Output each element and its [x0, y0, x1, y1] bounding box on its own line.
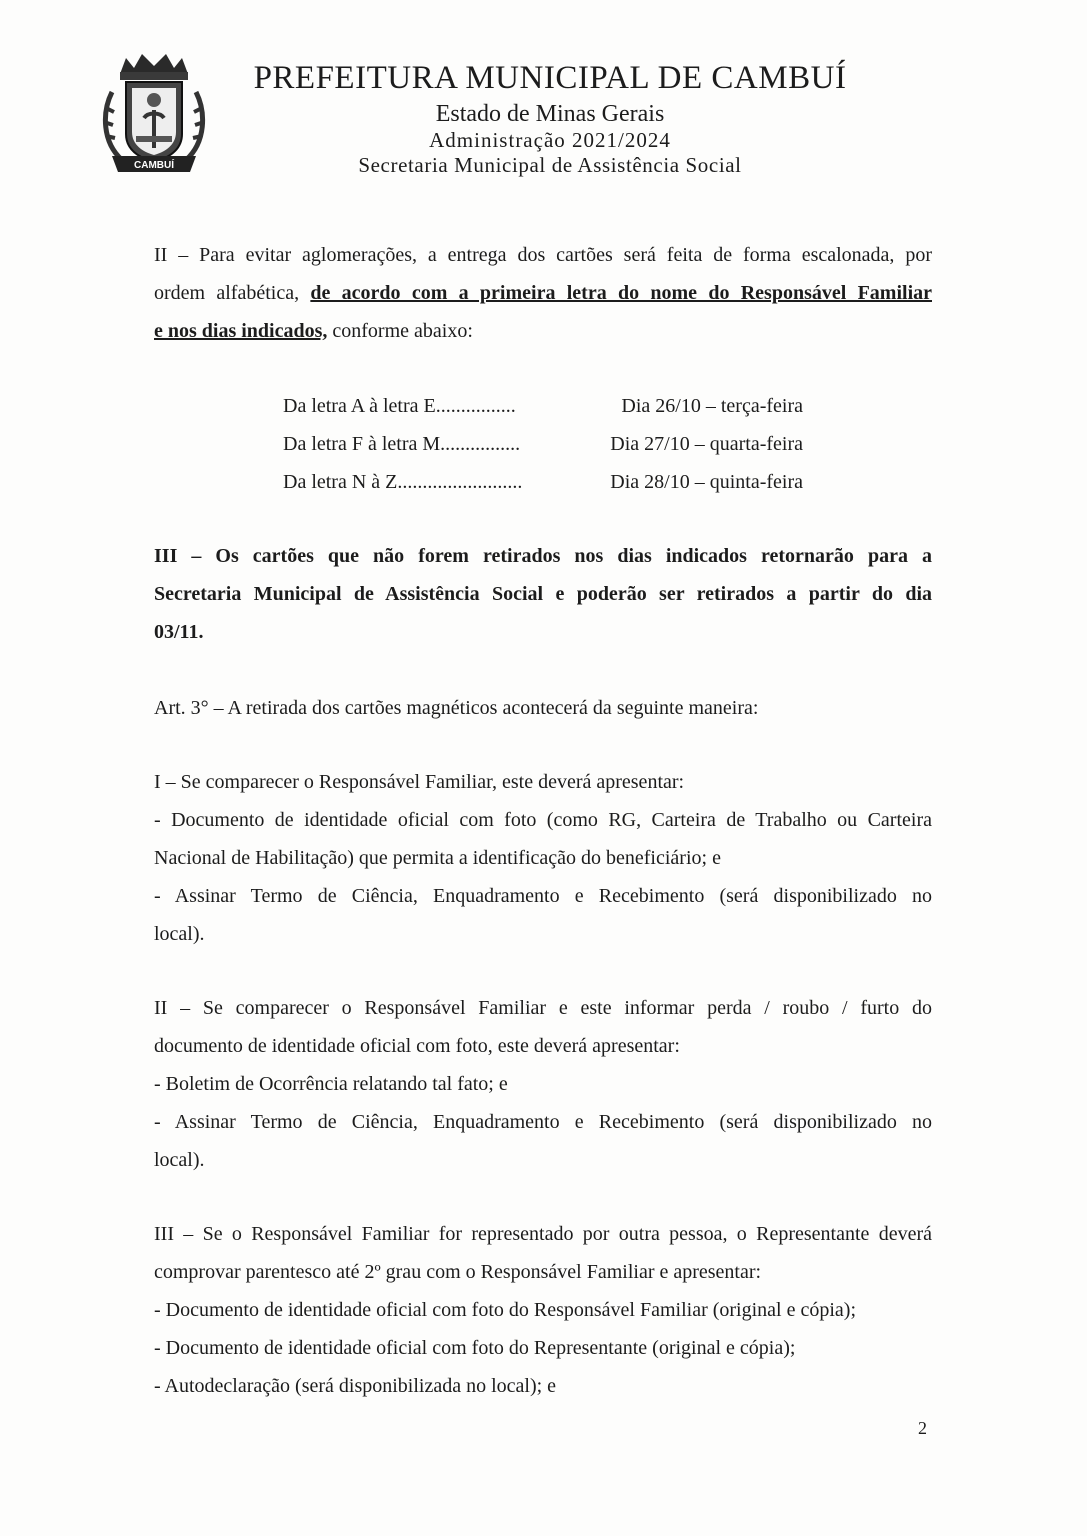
section-iii-line: Secretaria Municipal de Assistência Social e poderão ser retirados a partir do dia [154, 583, 932, 605]
item-i-paragraph [154, 763, 932, 953]
schedule-range: Da letra F à letra M [283, 433, 441, 455]
header-title: PREFEITURA MUNICIPAL DE CAMBUÍ [253, 60, 847, 96]
schedule-day: Dia 26/10 – terça-feira [621, 395, 803, 417]
schedule-row [283, 387, 803, 425]
article-3-text: Art. 3° – A retirada dos cartões magnéticos acontecerá da seguinte maneira: [154, 697, 759, 719]
item-iii-line: III – Se o Responsável Familiar for representado por outra pessoa, o Representante deverá [154, 1223, 932, 1245]
item-i-line: I – Se comparecer o Responsável Familiar, este deverá apresentar: [154, 771, 685, 793]
section-ii-line-1: II – Para evitar aglomerações, a entrega dos cartões será feita de forma escalonada, por [154, 244, 932, 266]
item-ii-line: II – Se comparecer o Responsável Familiar e este informar perda / roubo / furto do [154, 997, 932, 1019]
schedule-range: Da letra N à Z [283, 471, 398, 493]
section-ii-underlined-2: e nos dias indicados, [154, 320, 328, 342]
item-iii-line: - Documento de identidade oficial com foto do Representante (original e cópia); [154, 1337, 796, 1359]
item-i-line: - Documento de identidade oficial com foto (como RG, Carteira de Trabalho ou Carteira [154, 809, 932, 831]
section-ii-line-3 [154, 312, 932, 350]
schedule-list [283, 387, 803, 501]
section-ii-underlined-1: de acordo com a primeira letra do nome do Responsável Familiar [310, 282, 932, 304]
section-ii-line-3-end: conforme abaixo: [327, 320, 473, 342]
header-department: Secretaria Municipal de Assistência Social [358, 153, 742, 177]
item-iii-paragraph [154, 1215, 932, 1405]
item-iii-line: - Autodeclaração (será disponibilizada no local); e [154, 1375, 557, 1397]
item-iii-line: - Documento de identidade oficial com foto do Responsável Familiar (original e cópia); [154, 1299, 857, 1321]
header-administration: Administração 2021/2024 [429, 128, 671, 152]
item-ii-line: - Assinar Termo de Ciência, Enquadramento e Recebimento (será disponibilizado no [154, 1111, 932, 1133]
article-3-heading [154, 689, 932, 727]
schedule-day: Dia 28/10 – quinta-feira [610, 471, 803, 493]
schedule-dots: ................ [435, 395, 516, 417]
item-ii-line: local). [154, 1149, 205, 1171]
schedule-dots: ................ [440, 433, 521, 455]
section-iii-paragraph [154, 537, 932, 651]
item-i-line: local). [154, 923, 205, 945]
section-iii-line: 03/11. [154, 621, 204, 643]
item-iii-line: comprovar parentesco até 2º grau com o Responsável Familiar e apresentar: [154, 1261, 762, 1283]
schedule-row [283, 425, 803, 463]
crest-banner-text: CAMBUÍ [134, 160, 174, 171]
item-ii-line: documento de identidade oficial com foto, este deverá apresentar: [154, 1035, 680, 1057]
header-state: Estado de Minas Gerais [435, 101, 665, 127]
section-ii-paragraph [154, 236, 932, 350]
section-iii-line: III – Os cartões que não forem retirados nos dias indicados retornarão para a [154, 545, 932, 567]
item-i-line: Nacional de Habilitação) que permita a identificação do beneficiário; e [154, 847, 721, 869]
section-ii-line-2 [154, 274, 932, 312]
schedule-dots: ......................... [397, 471, 523, 493]
schedule-row [283, 463, 803, 501]
item-ii-paragraph [154, 989, 932, 1179]
item-i-line: - Assinar Termo de Ciência, Enquadramento e Recebimento (será disponibilizado no [154, 885, 932, 907]
section-ii-line-2-start: ordem alfabética, [154, 282, 311, 304]
item-ii-line: - Boletim de Ocorrência relatando tal fato; e [154, 1073, 508, 1095]
schedule-range: Da letra A à letra E [283, 395, 436, 417]
schedule-day: Dia 27/10 – quarta-feira [610, 433, 803, 455]
page-number: 2 [918, 1418, 927, 1438]
coat-of-arms-icon [98, 52, 210, 176]
